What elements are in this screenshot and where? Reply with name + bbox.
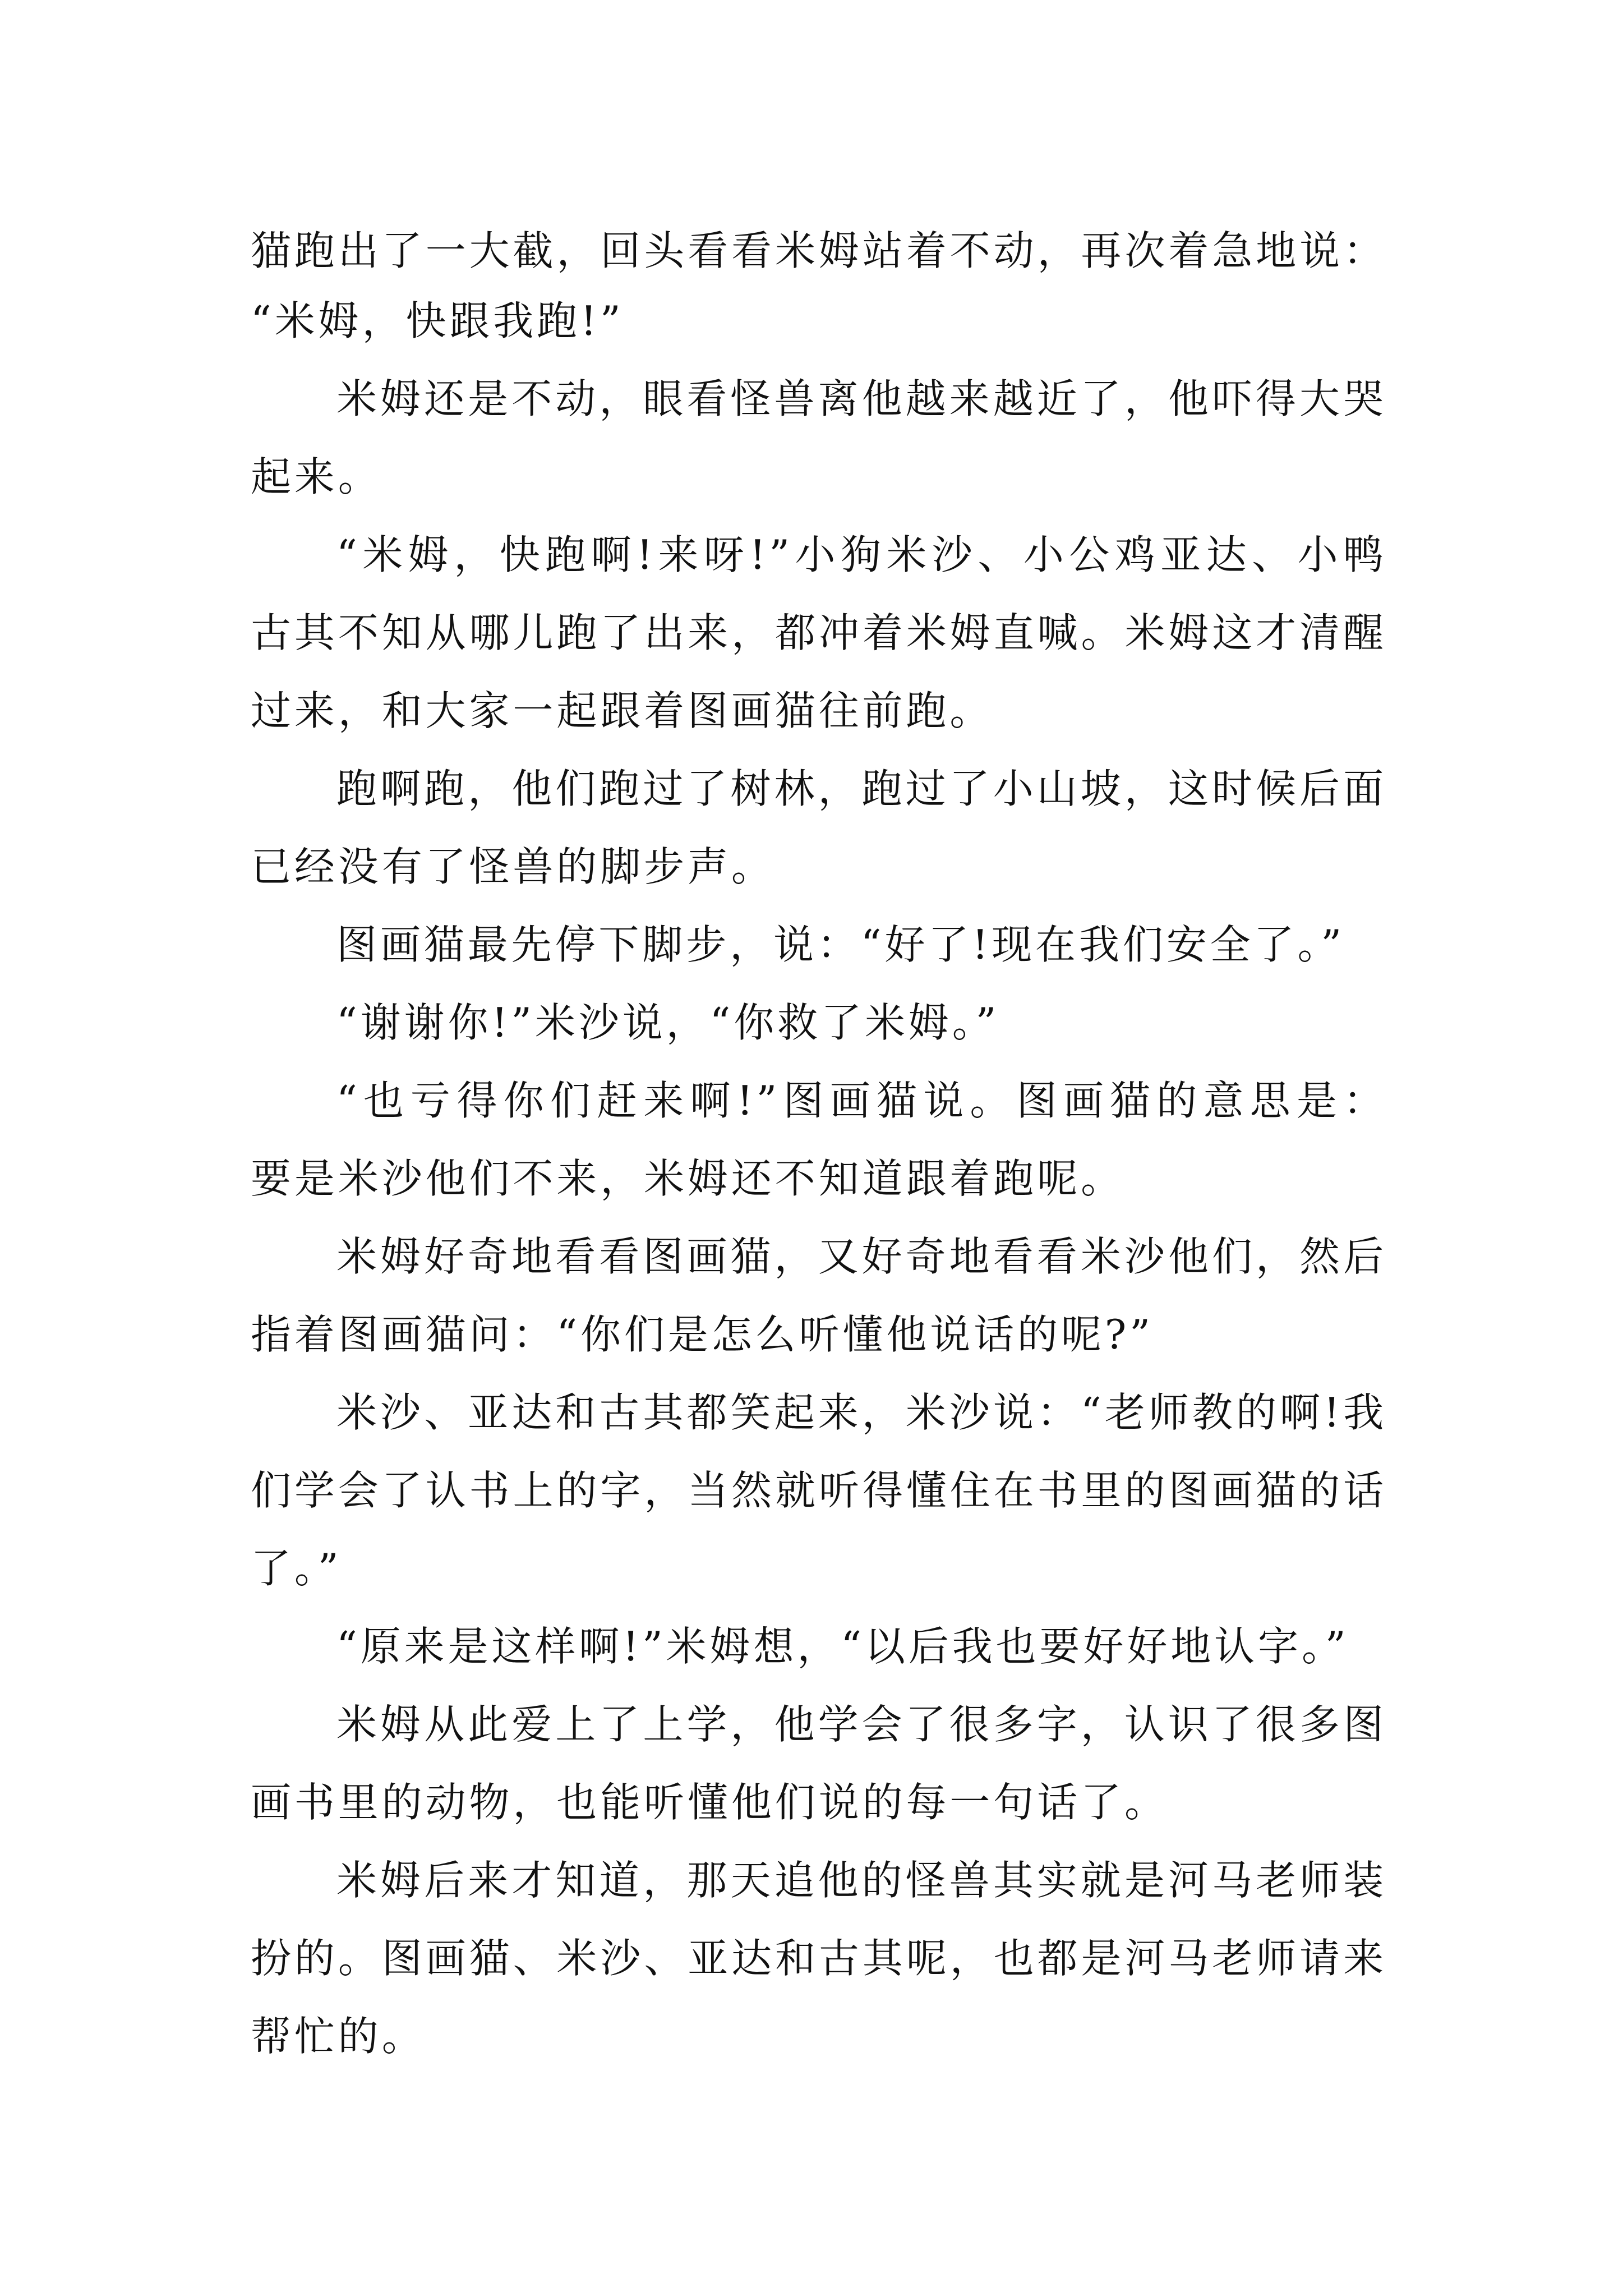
text-line: 画书里的动物，也能听懂他们说的每一句话了。: [251, 1779, 1168, 1826]
paragraph: [251, 1218, 1387, 1374]
body-text: [251, 219, 1387, 2076]
text-line: 米姆好奇地看看图画猫，又好奇地看看米沙他们，然后: [336, 1233, 1387, 1280]
paragraph: [251, 360, 1387, 516]
text-line: 图画猫最先停下脚步，说：“好了!现在我们安全了。”: [336, 921, 1345, 968]
text-line: 已经没有了怪兽的脚步声。: [251, 843, 775, 890]
paragraph: [251, 750, 1387, 906]
text-line: 扮的。图画猫、米沙、亚达和古其呢，也都是河马老师请来: [251, 1935, 1387, 1982]
text-line: “也亏得你们赶来啊!”图画猫说。图画猫的意思是：: [336, 1077, 1387, 1124]
text-line: 过来，和大家一起跟着图画猫往前跑。: [251, 687, 994, 734]
text-line: 指着图画猫问：“你们是怎么听懂他说话的呢?”: [251, 1311, 1154, 1358]
text-line: 了。”: [251, 1545, 342, 1592]
paragraph: [251, 984, 1387, 1062]
paragraph: [251, 1842, 1387, 2076]
text-line: 帮忙的。: [251, 2013, 426, 2060]
paragraph: [251, 906, 1387, 984]
paragraph: [251, 1062, 1387, 1218]
paragraph: [251, 516, 1387, 750]
text-line: “原来是这样啊!”米姆想，“以后我也要好好地认字。”: [336, 1623, 1349, 1670]
paragraph-continued: [251, 219, 1387, 360]
paragraph: [251, 1374, 1387, 1608]
text-line: 米姆还是不动，眼看怪兽离他越来越近了，他吓得大哭: [336, 375, 1387, 422]
text-line: 起来。: [251, 453, 382, 500]
text-line: 米姆后来才知道，那天追他的怪兽其实就是河马老师装: [336, 1857, 1387, 1904]
text-line: 古其不知从哪儿跑了出来，都冲着米姆直喊。米姆这才清醒: [251, 609, 1387, 656]
paragraph: [251, 1608, 1387, 1686]
text-line: “谢谢你!”米沙说，“你救了米姆。”: [336, 999, 1000, 1046]
text-line: 米沙、亚达和古其都笑起来，米沙说：“老师教的啊!我: [336, 1389, 1387, 1436]
text-line: 要是米沙他们不来，米姆还不知道跟着跑呢。: [251, 1155, 1125, 1202]
text-line: “米姆，快跟我跑!”: [251, 297, 624, 344]
text-line: “米姆，快跑啊!来呀!”小狗米沙、小公鸡亚达、小鸭: [336, 531, 1387, 578]
text-line: 跑啊跑，他们跑过了树林，跑过了小山坡，这时候后面: [336, 765, 1387, 812]
text-line: 们学会了认书上的字，当然就听得懂住在书里的图画猫的话: [251, 1467, 1387, 1514]
paragraph: [251, 1686, 1387, 1842]
text-line: 猫跑出了一大截，回头看看米姆站着不动，再次着急地说：: [251, 227, 1387, 274]
text-line: 米姆从此爱上了上学，他学会了很多字，认识了很多图: [336, 1701, 1387, 1748]
